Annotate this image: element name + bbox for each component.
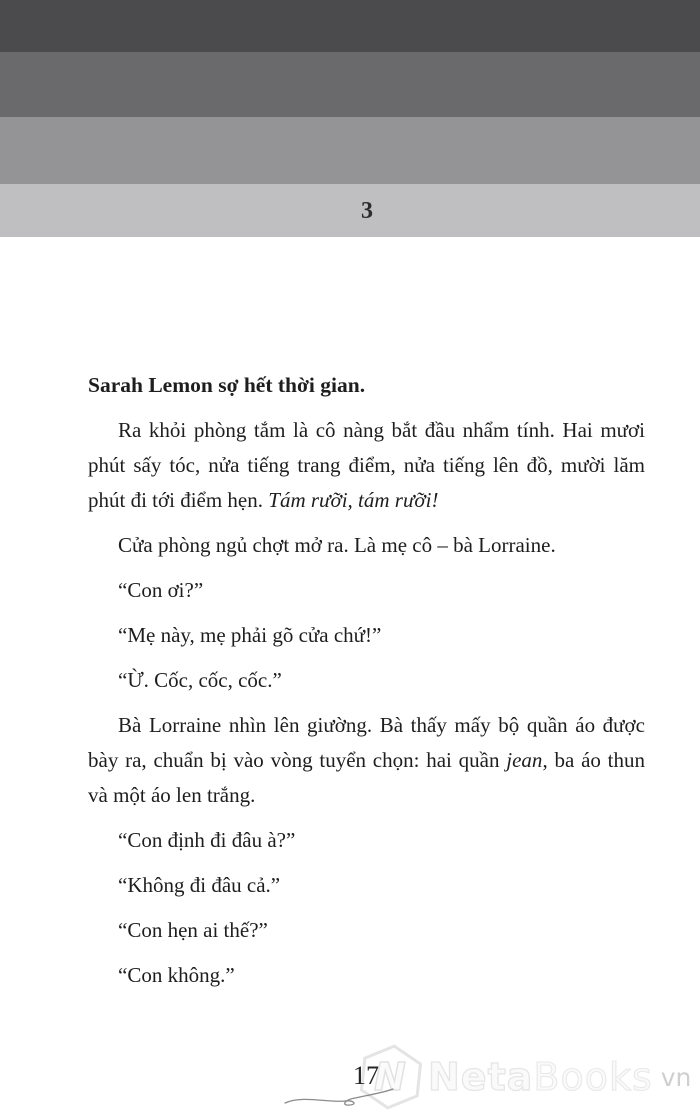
page-content [88,368,645,993]
page-number: 17 [353,1061,379,1090]
paragraph: Bà Lorraine nhìn lên giường. Bà thấy mấy bộ quần áo được bày ra, chuẩn bị vào vòng tuyển chọn: hai quần jean, ba áo thun và một áo len trắng. [88,713,646,807]
section-heading: Sarah Lemon sợ hết thời gian. [88,373,366,397]
netabooks-watermark [360,1044,691,1110]
paragraph: “Con hẹn ai thế?” [118,918,268,942]
paragraph: “Con không.” [118,963,235,987]
watermark-domain-suffix: vn [660,1062,692,1092]
paragraphs [88,413,645,993]
paragraph: “Ừ. Cốc, cốc, cốc.” [118,668,282,692]
chapter-number: 3 [361,197,373,224]
paragraph: “Mẹ này, mẹ phải gõ cửa chứ!” [118,623,382,647]
header-bar-2 [0,52,700,117]
header-bar-1 [0,0,700,52]
paragraph: Ra khỏi phòng tắm là cô nàng bắt đầu nhẩm tính. Hai mươi phút sấy tóc, nửa tiếng trang điểm, nửa tiếng lên đồ, mười lăm phút đi tới điểm hẹn. Tám rưỡi, tám rưỡi! [88,418,645,512]
watermark-brand-primary: Neta [428,1055,534,1099]
paragraph: “Không đi đâu cả.” [118,873,281,897]
flourish-ornament-icon [283,1088,401,1110]
paragraph: “Con định đi đâu à?” [118,828,296,852]
header-gradient-bars [0,0,700,237]
watermark-brand-secondary: Books [533,1055,653,1099]
chapter-number-bar [0,184,700,237]
header-bar-3 [0,117,700,184]
watermark-brand-text [428,1055,653,1099]
paragraph: “Con ơi?” [118,578,204,602]
netabooks-logo-letter: N [374,1055,406,1099]
paragraph: Cửa phòng ngủ chợt mở ra. Là mẹ cô – bà Lorraine. [118,533,556,557]
